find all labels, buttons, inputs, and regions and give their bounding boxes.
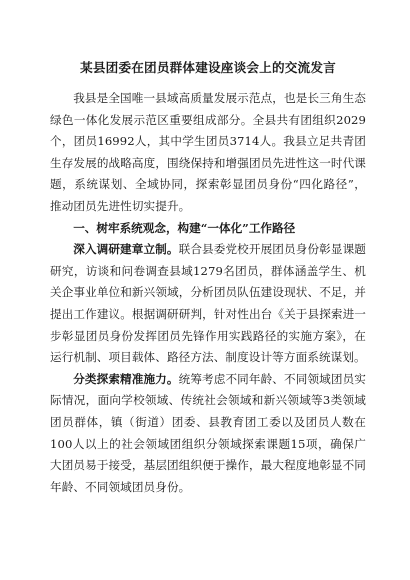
paragraph-classification-body: 统筹考虑不同年龄、不同领域团员实际情况，面向学校领域、传统社会领域和新兴领域等3类领域团员群体，镇（街道）团委、县教育团工委以及团员人数在100人以上的社会领域团组织分领域探索课题15项，确保广大团员易于接受，基层团组织便于操作，最大程度地彰显不同年龄、不同领域团员身份。 — [50, 371, 366, 494]
section-heading-1: 一、树牢系统观念，构建“一体化”工作路径 — [73, 220, 296, 235]
paragraph-research-lead: 深入调研建章立制。 — [73, 242, 179, 257]
document-title: 某县团委在团员群体建设座谈会上的交流发言 — [80, 60, 336, 75]
paragraph-classification-lead: 分类探索精准施力。 — [73, 371, 179, 386]
paragraph-classification — [50, 369, 366, 499]
paragraph-research-body: 联合县委党校开展团员身份彰显课题研究，访谈和问卷调查县域1279名团员，群体涵盖学生、机关企事业单位和新兴领域，分析团员队伍建设现状、不足，并提出工作建议。根据调研研判，针对性出台《关于县探索进一步彰显团员身份发挥团员先锋作用实践路径的实施方案》，在运行机制、项目载体、路径方法、制度设计等方面系统谋划。 — [50, 242, 366, 365]
paragraph-research — [50, 239, 366, 369]
intro-paragraph: 我县是全国唯一县域高质量发展示范点，也是长三角生态绿色一体化发展示范区重要组成部分。全县共有团组织2029个，团员16992人，其中学生团员3714人。我县立足共青团生存发展的战略高度，围绕保持和增强团员先进性这一时代课题，系统谋划、全域协同，探索彰显团员身份“四化路径”，推动团员先进性切实提升。 — [50, 91, 366, 213]
